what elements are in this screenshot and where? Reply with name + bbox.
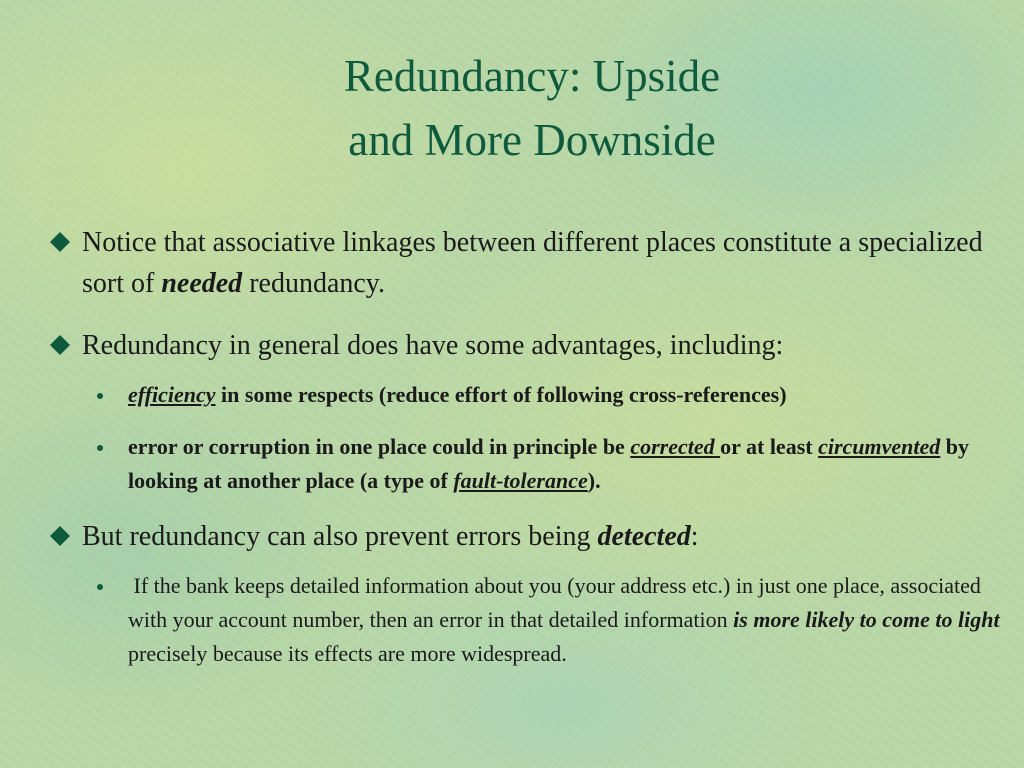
dot-bullet-icon: [97, 393, 103, 399]
dot-bullet-icon: [97, 584, 103, 590]
bullet-2: [48, 325, 1016, 366]
sub-bullet-2-2: [128, 430, 1016, 498]
bullet-2-text: Redundancy in general does have some advantages, including:: [82, 330, 784, 361]
sub-bullet-2-1: [128, 378, 1016, 412]
bullet-1-emphasis: needed: [161, 268, 243, 299]
bullet-3-text-end: :: [690, 521, 699, 552]
title-line-2: and More Downside: [348, 115, 716, 165]
bullet-1: [48, 222, 1016, 304]
sub-bullet-3-1-text-end: precisely because its effects are more widespread.: [128, 641, 567, 666]
bullet-1-text-end: redundancy.: [242, 268, 385, 299]
bullet-3: [48, 516, 1016, 557]
bullet-3-text: But redundancy can also prevent errors being: [82, 521, 598, 552]
title-line-1: Redundancy: Upside: [343, 51, 721, 101]
slide-content: [48, 222, 1016, 671]
slide-title: [0, 44, 1024, 172]
sub-bullet-3-1-emphasis: is more likely to come to light: [733, 607, 1000, 632]
sub-bullet-2-2-fault-tolerance: fault-tolerance: [453, 468, 588, 493]
sub-bullet-2-2-text-mid2: by looking at another place (a type of: [128, 434, 970, 493]
sub-bullet-2-2-text: error or corruption in one place could in principle be: [128, 434, 631, 459]
sub-bullet-2-1-text: in some respects (reduce effort of following cross-references): [215, 382, 787, 407]
bullet-1-text: Notice that associative linkages between different places constitute a specialized sort of: [82, 227, 983, 299]
bullet-3-emphasis: detected: [597, 521, 691, 552]
sub-bullet-3-1-text: If the bank keeps detailed information about you (your address etc.) in just one place, associated with your account number, then an error in that detailed information: [128, 573, 987, 632]
diamond-bullet-icon: [50, 526, 70, 546]
sub-bullet-3-1: [128, 569, 1016, 671]
sub-bullet-2-2-corrected: corrected: [630, 434, 721, 459]
diamond-bullet-icon: [50, 335, 70, 355]
sub-bullet-2-2-circumvented: circumvented: [818, 434, 941, 459]
sub-bullet-2-1-emphasis: efficiency: [128, 382, 216, 407]
diamond-bullet-icon: [50, 232, 70, 252]
dot-bullet-icon: [97, 445, 103, 451]
sub-bullet-2-2-text-end: ).: [587, 468, 601, 493]
sub-bullet-2-2-text-mid1: or at least: [720, 434, 819, 459]
